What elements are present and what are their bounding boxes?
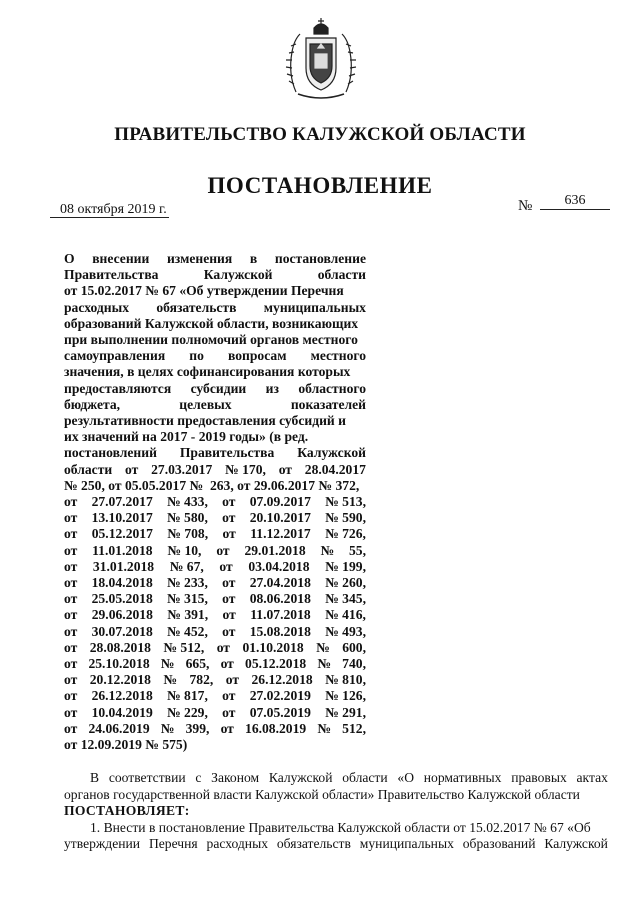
title-word: результативности предоставления субсидий и: [64, 413, 346, 429]
title-line: [64, 688, 366, 704]
title-word: самоуправления: [64, 348, 166, 364]
title-word: № 345,: [325, 591, 366, 607]
title-word: обязательств: [156, 299, 237, 315]
title-word: № 126,: [325, 688, 366, 704]
title-word: 03.04.2018: [248, 558, 310, 574]
title-word: 29.01.2018: [244, 542, 306, 558]
title-word: № 260,: [325, 575, 366, 591]
title-line: [64, 656, 366, 672]
title-line: [64, 283, 366, 299]
title-word: от: [222, 607, 236, 623]
title-word: образований Калужской области, возникающих: [64, 315, 359, 331]
title-word: области: [64, 461, 113, 477]
title-word: № 513,: [325, 494, 366, 510]
title-word: № 170,: [225, 461, 266, 477]
title-word: изменения: [166, 251, 233, 266]
title-word: № 708,: [167, 526, 209, 542]
word: муниципальных: [359, 836, 454, 851]
title-word: постановлений: [64, 445, 157, 461]
title-line: [64, 478, 366, 494]
title-word: 08.06.2018: [249, 591, 311, 607]
title-line: [64, 364, 366, 380]
title-word: внесении: [92, 251, 150, 266]
title-line: [64, 413, 366, 429]
preamble-line-2: органов государственной власти Калужской области» Правительство Калужской области: [64, 786, 580, 802]
word: расходных: [206, 836, 269, 851]
title-word: №: [320, 542, 335, 558]
title-word: 15.08.2018: [249, 623, 311, 639]
title-word: 01.10.2018: [242, 639, 304, 655]
title-word: 28.04.2017: [304, 461, 366, 477]
title-word: № 512,: [163, 639, 205, 655]
title-word: от: [222, 575, 236, 591]
title-line: [64, 737, 366, 753]
title-word: 16.08.2019: [245, 720, 307, 736]
title-line: [64, 381, 366, 397]
title-word: 27.04.2018: [249, 575, 311, 591]
title-word: 10.04.2019: [91, 704, 153, 720]
title-word: 05.12.2017: [91, 526, 153, 542]
document-date: 08 октября 2019 г.: [50, 202, 169, 218]
title-word: № 10,: [167, 542, 202, 558]
title-word: от: [64, 656, 78, 672]
title-word: 07.09.2017: [249, 494, 311, 510]
word: Калужской: [544, 836, 608, 851]
word: правовых: [511, 770, 567, 785]
item-1-line-2: [64, 836, 608, 853]
title-line: [64, 607, 366, 623]
title-word: 782,: [189, 672, 214, 688]
title-word: № 233,: [167, 575, 208, 591]
title-word: вопросам: [227, 348, 287, 364]
title-line: [64, 316, 366, 332]
title-word: № 452,: [167, 623, 208, 639]
title-word: 20.12.2018: [89, 672, 151, 688]
title-word: Правительства: [179, 445, 275, 461]
document-type: ПОСТАНОВЛЕНИЕ: [207, 173, 433, 198]
title-word: от: [64, 542, 78, 558]
title-word: 31.01.2018: [92, 558, 155, 574]
title-word: № 67,: [169, 558, 204, 574]
title-word: № 199,: [325, 558, 366, 574]
title-word: от: [222, 704, 236, 720]
title-word: от: [64, 688, 78, 704]
title-line: [64, 332, 366, 348]
title-word: от: [222, 510, 236, 526]
title-word: от: [225, 672, 240, 688]
title-word: 26.12.2018: [91, 688, 153, 704]
title-word: от: [64, 591, 78, 607]
title-word: от: [64, 623, 78, 639]
title-word: № 229,: [167, 704, 208, 720]
title-word: от: [64, 704, 78, 720]
title-word: № 580,: [167, 510, 208, 526]
title-word: от: [64, 607, 78, 623]
preamble-line-1: [64, 770, 608, 787]
word: Перечня: [148, 836, 198, 851]
title-line: [64, 510, 366, 526]
organization-name: ПРАВИТЕЛЬСТВО КАЛУЖСКОЙ ОБЛАСТИ: [114, 124, 526, 145]
title-word: №: [317, 720, 332, 736]
title-word: от: [64, 720, 78, 736]
word: актах: [576, 770, 608, 785]
item-1-line-1: 1. Внести в постановление Правительства Калужской области от 15.02.2017 № 67 «Об: [90, 819, 591, 835]
title-word: от: [216, 639, 230, 655]
title-word: 24.06.2019: [88, 720, 150, 736]
word: области: [342, 770, 388, 785]
word: «О: [397, 770, 415, 785]
title-word: постановление: [274, 251, 366, 266]
title-word: №: [317, 656, 332, 672]
title-word: № 250, от 05.05.2017 № 263, от 29.06.2017 № 372,: [64, 477, 360, 493]
title-word: из: [265, 380, 279, 396]
title-word: 26.12.2018: [251, 672, 313, 688]
title-line: [64, 300, 366, 316]
title-word: от: [220, 720, 234, 736]
title-word: от: [222, 623, 236, 639]
title-word: от: [219, 558, 233, 574]
title-line: [64, 575, 366, 591]
title-line: [64, 640, 366, 656]
title-word: от: [220, 656, 234, 672]
word: В: [90, 770, 100, 785]
document-title: [64, 251, 366, 753]
title-word: от 15.02.2017 № 67 «Об утверждении Перечня: [64, 283, 344, 299]
word: обязательств: [276, 836, 351, 851]
title-word: 740,: [342, 656, 366, 672]
title-line: [64, 397, 366, 413]
title-word: №: [316, 639, 330, 655]
word: соответствии: [108, 770, 186, 785]
title-line: [64, 429, 366, 445]
title-word: от: [222, 591, 236, 607]
title-word: 27.03.2017: [151, 461, 213, 477]
title-word: Правительства: [64, 267, 159, 283]
title-word: их значений на 2017 - 2019 годы» (в ред.: [64, 429, 309, 445]
title-word: предоставляются: [64, 380, 172, 396]
title-word: № 391,: [167, 607, 209, 623]
title-word: 20.10.2017: [249, 510, 311, 526]
title-word: 13.10.2017: [91, 510, 153, 526]
title-word: 27.07.2017: [91, 494, 153, 510]
number-label: №: [518, 198, 533, 214]
title-word: от: [64, 672, 78, 688]
title-line: [64, 721, 366, 737]
title-word: 11.12.2017: [250, 526, 311, 542]
title-word: Калужской: [297, 445, 366, 461]
title-word: 600,: [342, 639, 366, 655]
title-line: [64, 672, 366, 688]
title-word: 28.08.2018: [89, 639, 151, 655]
title-word: от: [222, 688, 236, 704]
title-word: Калужской: [203, 267, 273, 283]
title-word: от 12.09.2019 № 575): [64, 737, 188, 753]
title-word: № 416,: [325, 607, 366, 623]
title-word: № 726,: [325, 526, 366, 542]
title-word: О: [64, 251, 75, 266]
title-word: №: [160, 720, 175, 736]
title-word: № 810,: [325, 672, 366, 688]
title-word: 18.04.2018: [91, 575, 153, 591]
title-line: [64, 494, 366, 510]
title-word: расходных: [64, 299, 130, 315]
title-word: бюджета,: [64, 396, 121, 412]
title-word: 07.05.2019: [249, 704, 311, 720]
title-word: при выполнении полномочий органов местного: [64, 332, 358, 348]
title-word: области: [317, 267, 366, 283]
title-line: [64, 348, 366, 364]
title-word: 25.10.2018: [88, 656, 150, 672]
title-line: [64, 591, 366, 607]
title-word: 27.02.2019: [249, 688, 311, 704]
decree-word: ПОСТАНОВЛЯЕТ:: [64, 803, 190, 818]
word: нормативных: [423, 770, 502, 785]
title-word: от: [64, 639, 78, 655]
title-word: 30.07.2018: [91, 623, 153, 639]
title-word: значения, в целях софинансирования которых: [64, 364, 351, 380]
title-word: №: [163, 672, 178, 688]
title-word: субсидии: [190, 380, 247, 396]
title-word: № 590,: [325, 510, 366, 526]
title-word: от: [222, 494, 236, 510]
title-word: целевых: [179, 396, 232, 412]
title-word: областного: [298, 380, 366, 396]
title-line: [64, 543, 366, 559]
title-word: от: [64, 575, 78, 591]
title-word: муниципальных: [263, 299, 366, 315]
title-word: от: [216, 542, 230, 558]
title-word: от: [278, 461, 292, 477]
title-line: [64, 559, 366, 575]
title-word: 11.07.2018: [250, 607, 311, 623]
word: с: [195, 770, 202, 785]
document-number: 636: [540, 193, 610, 210]
title-word: 11.01.2018: [92, 542, 153, 558]
word: образований: [462, 836, 536, 851]
word: Законом: [211, 770, 260, 785]
title-word: по: [189, 348, 204, 364]
title-word: от: [64, 558, 78, 574]
title-word: от: [222, 526, 236, 542]
title-word: 665,: [185, 656, 210, 672]
word: Калужской: [268, 770, 333, 785]
title-line: [64, 526, 366, 542]
title-word: №: [160, 656, 175, 672]
title-word: 05.12.2018: [245, 656, 307, 672]
title-line: [64, 462, 366, 478]
title-line: [64, 624, 366, 640]
title-word: 512,: [342, 720, 366, 736]
title-word: местного: [310, 348, 366, 364]
title-word: в: [249, 251, 258, 266]
title-word: 25.05.2018: [91, 591, 153, 607]
title-word: 29.06.2018: [91, 607, 153, 623]
word: утверждении: [64, 836, 141, 851]
title-line: [64, 445, 366, 461]
title-line: [64, 705, 366, 721]
title-word: № 433,: [167, 494, 208, 510]
title-word: от: [64, 494, 78, 510]
title-word: № 291,: [325, 704, 366, 720]
title-word: от: [64, 510, 78, 526]
title-word: № 817,: [167, 688, 208, 704]
title-word: показателей: [290, 396, 366, 412]
title-line: [64, 251, 366, 267]
document-body: [64, 770, 608, 853]
title-word: 55,: [348, 542, 366, 558]
title-word: № 493,: [325, 623, 366, 639]
title-word: от: [64, 526, 78, 542]
title-word: 399,: [185, 720, 210, 736]
title-word: от: [125, 461, 139, 477]
coat-of-arms-icon: [284, 14, 358, 100]
title-line: [64, 267, 366, 283]
title-word: № 315,: [167, 591, 208, 607]
